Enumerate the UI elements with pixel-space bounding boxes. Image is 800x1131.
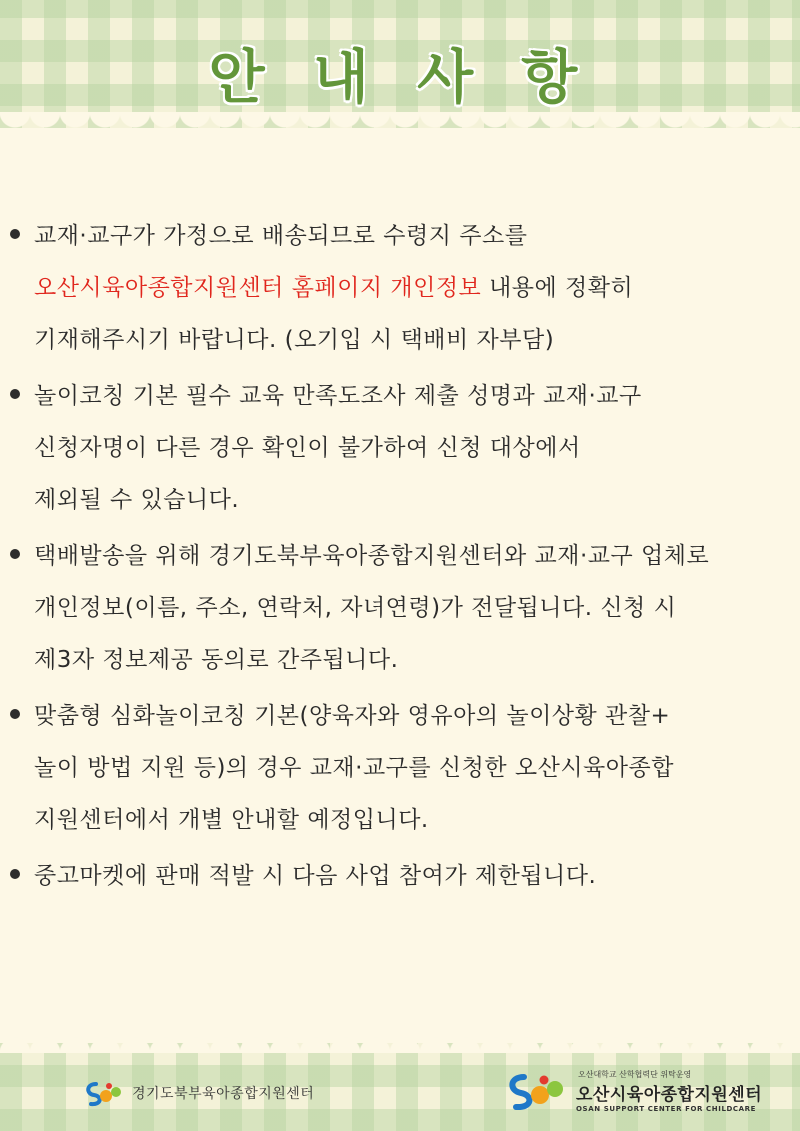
notice-line: 놀이코칭 기본 필수 교육 만족도조사 제출 성명과 교재·교구 — [34, 383, 642, 409]
bottom-wave-edge — [0, 1033, 800, 1053]
highlighted-text: 오산시육아종합지원센터 홈페이지 개인정보 — [34, 275, 482, 301]
notice-line: 지원센터에서 개별 안내할 예정입니다. — [34, 807, 429, 833]
logo-swirl-icon — [504, 1069, 570, 1113]
notice-line: 기재해주시기 바랍니다. (오기입 시 택배비 자부담) — [34, 327, 555, 353]
osan-logo-english: OSAN SUPPORT CENTER FOR CHILDCARE — [576, 1105, 757, 1113]
gyeonggi-north-logo — [82, 1073, 314, 1113]
notice-text: 내용에 정확히 — [481, 275, 634, 301]
logo-swirl-icon — [82, 1078, 126, 1108]
notice-line: 택배발송을 위해 경기도북부육아종합지원센터와 교재·교구 업체로 — [34, 543, 710, 569]
notice-item — [8, 210, 798, 366]
notice-line: 맞춤형 심화놀이코칭 기본(양육자와 영유아의 놀이상황 관찰+ — [34, 703, 671, 729]
notice-item — [8, 690, 798, 846]
notice-item — [8, 370, 798, 526]
notice-line — [34, 262, 798, 314]
notice-list — [8, 210, 798, 906]
osan-logo-subtitle: 오산대학교 산학협력단 위탁운영 — [578, 1070, 692, 1079]
notice-line: 놀이 방법 지원 등)의 경우 교재·교구를 신청한 오산시육아종합 — [34, 755, 674, 781]
notice-line: 교재·교구가 가정으로 배송되므로 수령지 주소를 — [34, 223, 528, 249]
osan-logo-title: 오산시육아종합지원센터 — [576, 1085, 763, 1105]
bullet-icon — [10, 549, 20, 559]
bullet-icon — [10, 869, 20, 879]
bullet-icon — [10, 229, 20, 239]
osan-center-logo — [504, 1067, 762, 1115]
notice-item — [8, 530, 798, 686]
notice-line: 제3자 정보제공 동의로 간주됩니다. — [34, 647, 399, 673]
notice-item — [8, 850, 798, 902]
page-title: 안 내 사 항 — [208, 43, 592, 111]
notice-line: 신청자명이 다른 경우 확인이 불가하여 신청 대상에서 — [34, 435, 581, 461]
top-wave-edge — [0, 112, 800, 152]
notice-line: 개인정보(이름, 주소, 연락처, 자녀연령)가 전달됩니다. 신청 시 — [34, 595, 677, 621]
bullet-icon — [10, 389, 20, 399]
notice-line: 중고마켓에 판매 적발 시 다음 사업 참여가 제한됩니다. — [34, 863, 597, 889]
bullet-icon — [10, 709, 20, 719]
notice-line: 제외될 수 있습니다. — [34, 487, 240, 513]
gyeonggi-logo-text: 경기도북부육아종합지원센터 — [132, 1086, 315, 1102]
